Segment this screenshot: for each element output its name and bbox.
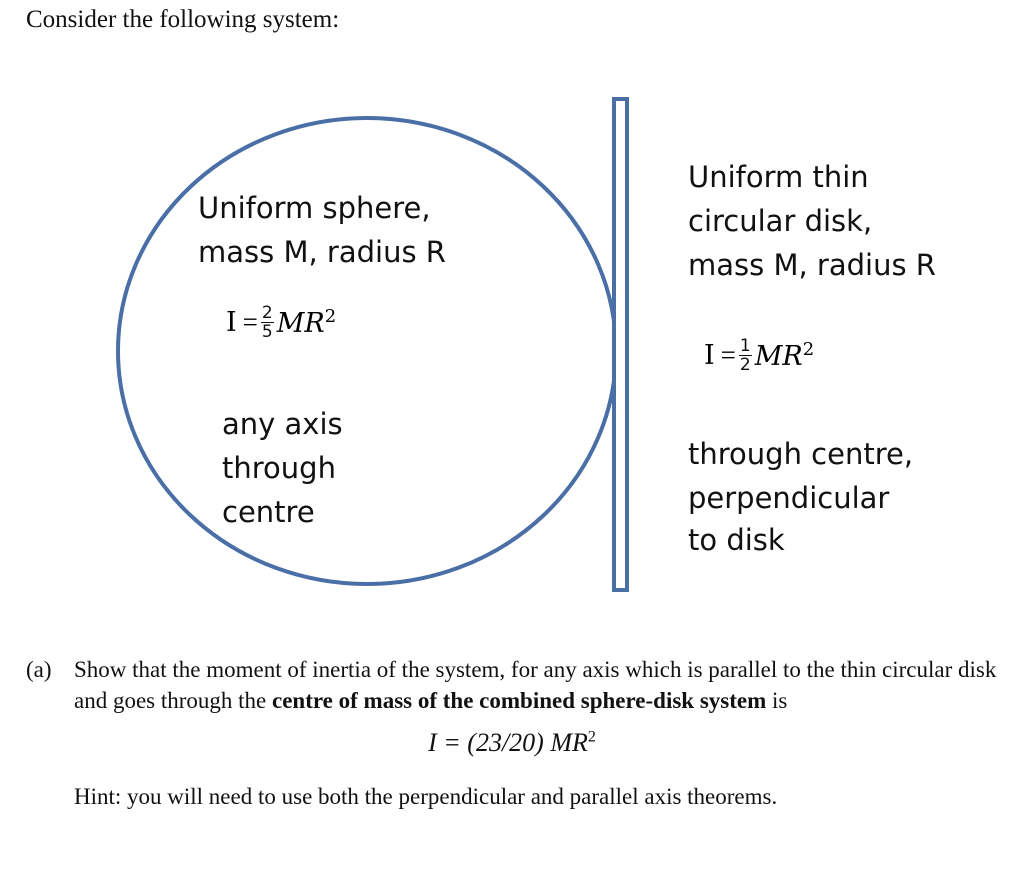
question-text-b: is [766, 688, 788, 713]
sphere-axis-2: through [222, 451, 336, 485]
question-bold: centre of mass of the combined sphere-disk system [272, 688, 767, 713]
sphere-formula-mr-text: MR [276, 308, 325, 339]
disk-fraction-den: 2 [739, 355, 751, 375]
sphere-formula [226, 304, 336, 341]
disk-fraction [739, 337, 752, 374]
question-text-a: Show that the moment of inertia of the system, for any axis which is parallel to the thin circular disk and goes through the [74, 657, 997, 713]
sphere-formula-lhs: I [226, 307, 237, 338]
disk-axis-1: through centre, [688, 437, 914, 471]
disk-formula-mr [755, 339, 814, 372]
intro-text: Consider the following system: [26, 6, 340, 33]
sphere-axis-1: any axis [222, 407, 343, 441]
question-marker: (a) [26, 657, 52, 682]
hint-text: Hint: you will need to use both the perpendicular and parallel axis theorems. [74, 784, 778, 809]
disk-bar [614, 99, 627, 590]
disk-formula-mr-text: MR [754, 341, 803, 372]
disk-formula-eq: = [720, 340, 736, 370]
disk-label-3: mass M, radius R [688, 248, 936, 282]
question-body [74, 654, 1021, 716]
disk-formula-lhs: I [704, 340, 715, 371]
disk-label-1: Uniform thin [688, 160, 869, 194]
sphere-formula-mr [277, 306, 336, 339]
sphere-fraction [261, 304, 274, 341]
result-text: I = (23/20) MR [428, 728, 588, 757]
disk-formula-exp: 2 [802, 339, 815, 360]
sphere-fraction-num: 2 [261, 303, 273, 323]
sphere-axis-3: centre [222, 495, 315, 529]
disk-axis-2: perpendicular [688, 481, 890, 515]
sphere-formula-eq: = [242, 307, 258, 337]
disk-axis-3: to disk [688, 523, 785, 557]
sphere-label-1: Uniform sphere, [198, 191, 431, 225]
result-exp: 2 [587, 728, 596, 746]
sphere-label-2: mass M, radius R [198, 235, 446, 269]
question-a [26, 654, 1021, 716]
sphere-formula-exp: 2 [324, 306, 337, 327]
disk-formula [704, 337, 814, 374]
disk-fraction-num: 1 [739, 336, 751, 356]
result-formula [0, 728, 1024, 758]
disk-label-2: circular disk, [688, 204, 873, 238]
sphere-fraction-den: 5 [261, 322, 273, 342]
